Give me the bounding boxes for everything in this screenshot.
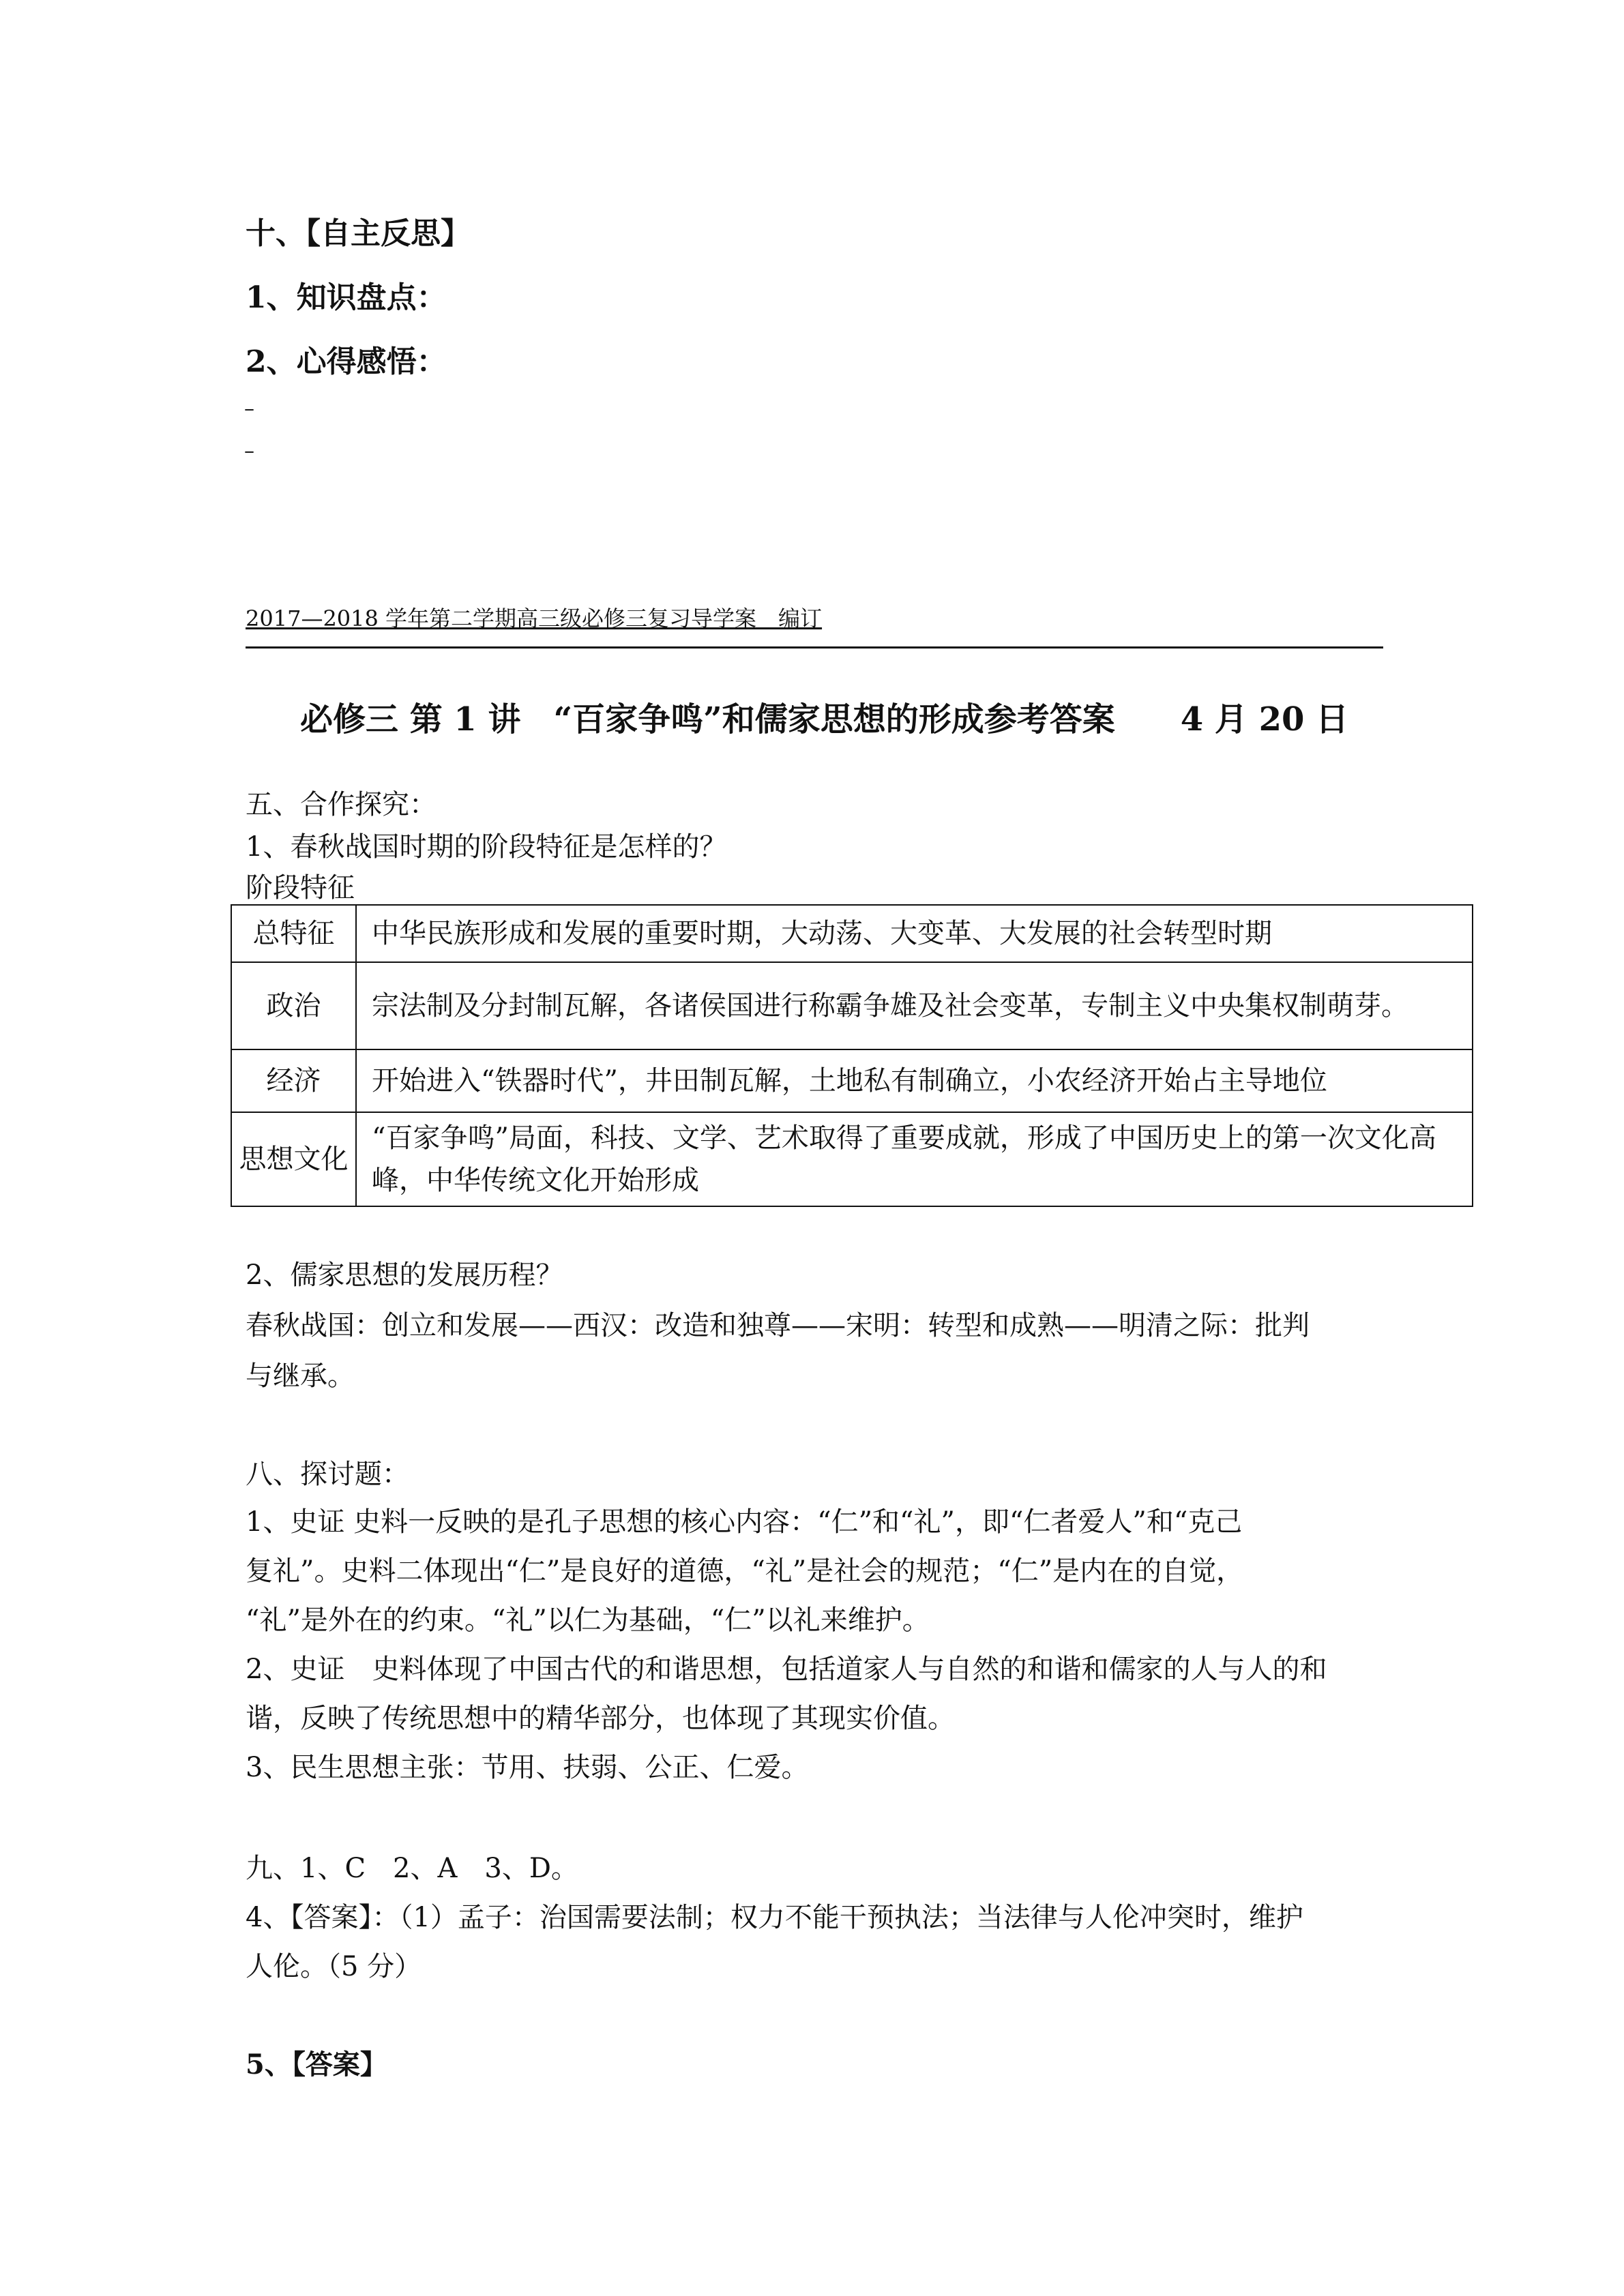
row-label: 思想文化: [231, 1112, 356, 1206]
table-row: [231, 905, 1473, 962]
section9-q4-line2: 人伦。（5 分）: [246, 1951, 422, 1982]
table-row: [231, 1112, 1473, 1206]
section5-answer2-line1: 春秋战国：创立和发展——西汉：改造和独尊——宋明：转型和成熟——明清之际：批判: [246, 1310, 1310, 1341]
section8-p3: 3、民生思想主张：节用、扶弱、公正、仁爱。: [246, 1752, 809, 1783]
stage-feature-table: [231, 904, 1473, 1207]
row-text: 开始进入“铁器时代”，井田制瓦解，土地私有制确立，小农经济开始占主导地位: [356, 1049, 1473, 1112]
section8-p2-line2: 谐，反映了传统思想中的精华部分，也体现了其现实价值。: [246, 1703, 955, 1734]
section5-question1: 1、春秋战国时期的阶段特征是怎样的？: [246, 831, 727, 863]
table-caption: 阶段特征: [246, 872, 355, 904]
header-rule: [246, 646, 1383, 648]
blank-line-mark: –: [244, 439, 254, 463]
section5-heading: 五、合作探究：: [246, 789, 437, 820]
table-row: [231, 1049, 1473, 1112]
table-row: [231, 962, 1473, 1049]
row-text: 宗法制及分封制瓦解，各诸侯国进行称霸争雄及社会变革，专制主义中央集权制萌芽。: [356, 962, 1473, 1049]
page-title: 必修三 第 1 讲 “百家争鸣”和儒家思想的形成参考答案 4 月 20 日: [300, 700, 1349, 739]
section9-q5: 5、【答案】: [246, 2048, 387, 2081]
row-label: 政治: [231, 962, 356, 1049]
section8-p1-line3: “礼”是外在的约束。“礼”以仁为基础，“仁”以礼来维护。: [246, 1605, 930, 1636]
page-header: 2017—2018 学年第二学期高三级必修三复习导学案 编订: [246, 606, 823, 631]
blank-line-mark: –: [244, 397, 254, 421]
section8-p1-line2: 复礼”。史料二体现出“仁”是良好的道德，“礼”是社会的规范；“仁”是内在的自觉，: [246, 1555, 1244, 1587]
reflection-item-knowledge: 1、知识盘点：: [246, 280, 447, 315]
section8-p2-line1: 2、史证 史料体现了中国古代的和谐思想，包括道家人与自然的和谐和儒家的人与人的和: [246, 1654, 1327, 1685]
row-text: 中华民族形成和发展的重要时期，大动荡、大变革、大发展的社会转型时期: [356, 905, 1473, 962]
reflection-heading: 十、【自主反思】: [246, 216, 471, 251]
reflection-item-insight: 2、心得感悟：: [246, 344, 447, 379]
row-label: 总特征: [231, 905, 356, 962]
section8-p1-line1: 1、史证 史料一反映的是孔子思想的核心内容：“仁”和“礼”，即“仁者爱人”和“克己: [246, 1506, 1243, 1538]
section5-answer2-line2: 与继承。: [246, 1360, 355, 1392]
section9-q4-line1: 4、【答案】：（1）孟子：治国需要法制；权力不能干预执法；当法律与人伦冲突时，维护: [246, 1902, 1303, 1933]
section5-question2: 2、儒家思想的发展历程？: [246, 1259, 563, 1291]
section8-heading: 八、探讨题：: [246, 1459, 409, 1490]
section9-heading: 九、1、C 2、A 3、D。: [246, 1853, 578, 1884]
row-text: “百家争鸣”局面，科技、文学、艺术取得了重要成就，形成了中国历史上的第一次文化高峰，中华传统文化开始形成: [356, 1112, 1473, 1206]
row-label: 经济: [231, 1049, 356, 1112]
